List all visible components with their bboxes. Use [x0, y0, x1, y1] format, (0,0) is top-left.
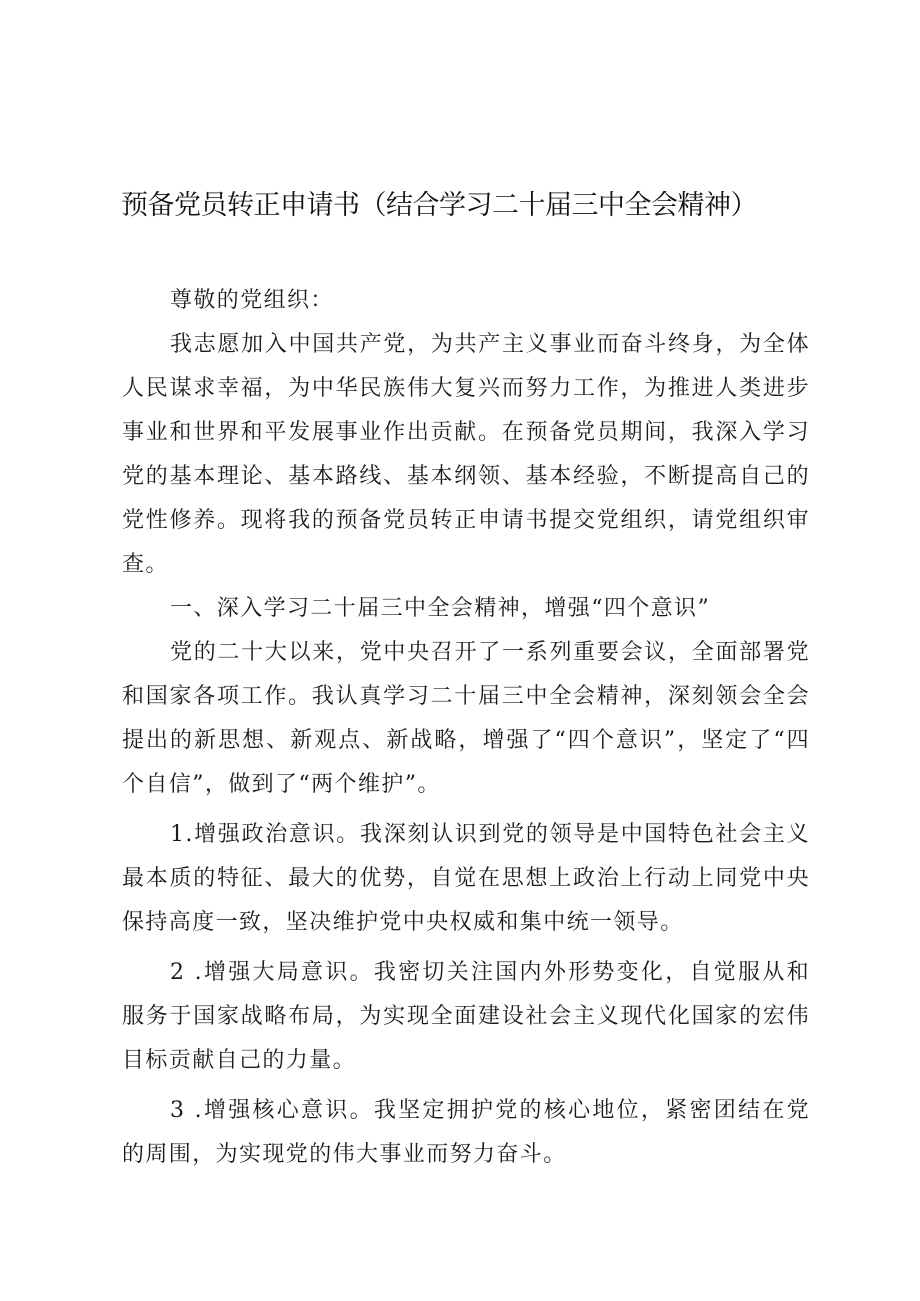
item-2-overall-awareness: 2 .增强大局意识。我密切关注国内外形势变化，自觉服从和服务于国家战略布局，为实现全面建设社会主义现代化国家的宏伟目标贡献自己的力量。	[122, 960, 810, 1073]
document-body	[122, 279, 810, 1177]
section-1-heading: 一、深入学习二十届三中全会精神，增强“四个意识”	[170, 596, 711, 621]
item-3-core-awareness: 3 .增强核心意识。我坚定拥护党的核心地位，紧密团结在党的周围，为实现党的伟大事业而努力奋斗。	[122, 1098, 810, 1167]
section-1-body: 党的二十大以来，党中央召开了一系列重要会议，全面部署党和国家各项工作。我认真学习二十届三中全会精神，深刻领会全会提出的新思想、新观点、新战略，增强了“四个意识”，坚定了“四个自信”，做到了“两个维护”。	[122, 640, 810, 797]
salutation: 尊敬的党组织：	[170, 288, 334, 313]
document-title: 预备党员转正申请书（结合学习二十届三中全会精神）	[121, 190, 757, 221]
intro-paragraph: 我志愿加入中国共产党，为共产主义事业而奋斗终身，为全体人民谋求幸福，为中华民族伟大复兴而努力工作，为推进人类进步事业和世界和平发展事业作出贡献。在预备党员期间，我深入学习党的基本理论、基本路线、基本纲领、基本经验，不断提高自己的党性修养。现将我的预备党员转正申请书提交党组织，请党组织审查。	[122, 332, 810, 577]
item-1-political-awareness: 1.增强政治意识。我深刻认识到党的领导是中国特色社会主义最本质的特征、最大的优势，自觉在思想上政治上行动上同党中央保持高度一致，坚决维护党中央权威和集中统一领导。	[122, 822, 810, 935]
